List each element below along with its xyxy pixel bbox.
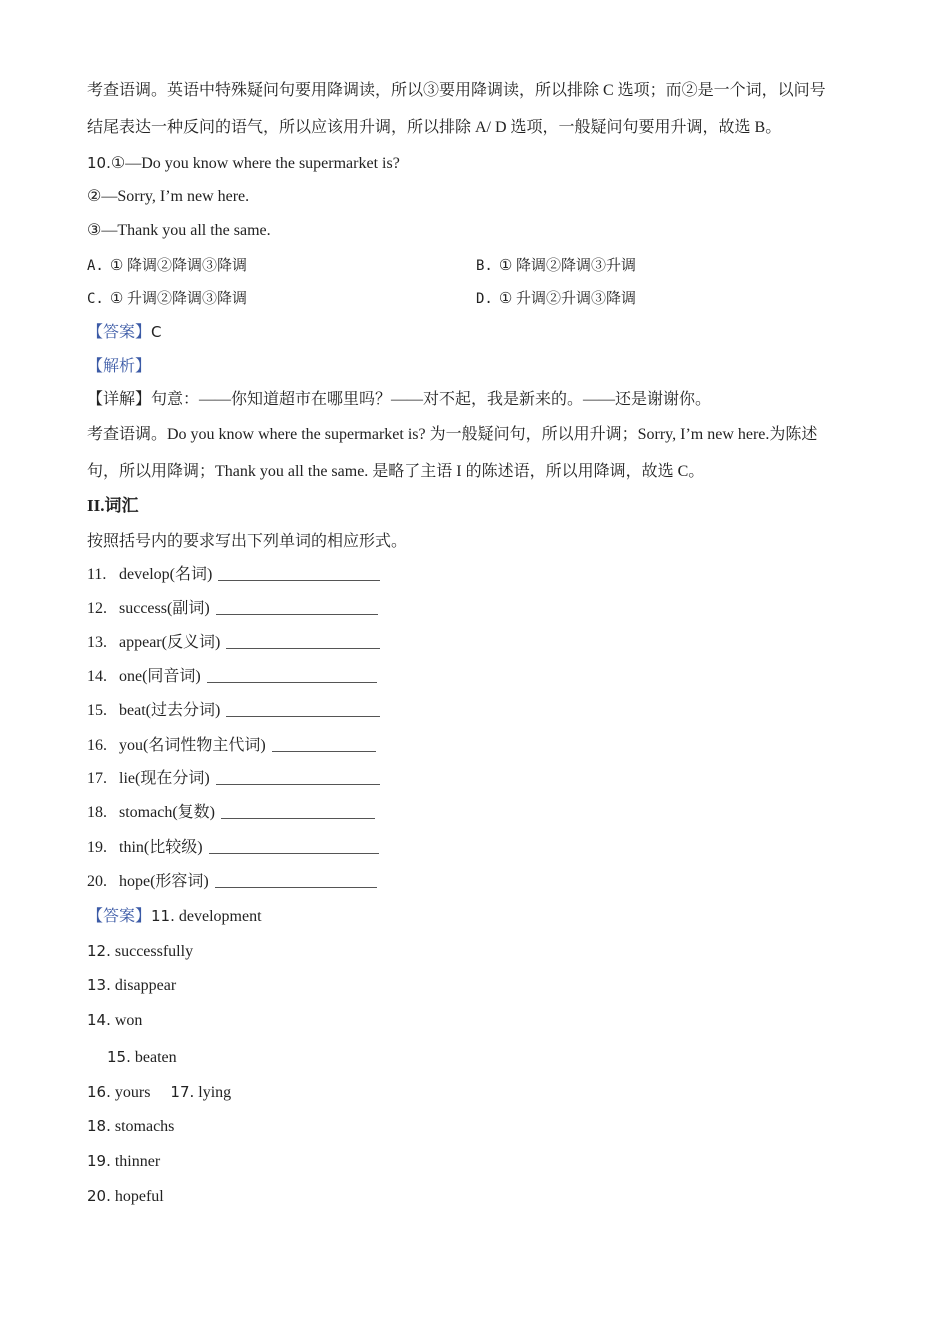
answer-12 (87, 941, 193, 962)
item-text: thin(比较级) (119, 839, 203, 856)
item-text: appear(反义词) (119, 634, 221, 651)
option-letter: D. (476, 291, 493, 307)
answer-number: 12. (87, 942, 111, 960)
vocab-item-15 (87, 701, 380, 721)
answer-text: thinner (114, 1153, 161, 1170)
item-text: one(同音词) (119, 668, 201, 685)
item-text: lie(现在分词) (119, 770, 210, 787)
item-number: 15. (87, 702, 107, 719)
item-text: stomach(复数) (119, 804, 215, 821)
item-number: 18. (87, 804, 107, 821)
item-number: 11. (87, 566, 107, 583)
option-a (87, 256, 247, 276)
item-text: hope(形容词) (119, 873, 209, 890)
answer-number: 19. (87, 1152, 111, 1170)
vocab-item-19 (87, 838, 379, 858)
answer-11 (87, 906, 262, 927)
answer-number: 15. (107, 1048, 131, 1066)
answer-number: 14. (87, 1011, 111, 1029)
answer-19 (87, 1151, 160, 1172)
answer-blank[interactable] (207, 668, 377, 683)
analysis-label: 【解析】 (87, 358, 152, 375)
answer-text: lying (198, 1084, 232, 1101)
vocab-item-18 (87, 803, 375, 823)
option-b (476, 256, 636, 276)
answer-number: 13. (87, 976, 111, 994)
option-d (476, 289, 636, 309)
answer-15 (107, 1047, 177, 1068)
item-number: 19. (87, 839, 107, 856)
question-number: 10. (87, 154, 111, 172)
item-text: beat(过去分词) (119, 702, 221, 719)
answer-blank[interactable] (226, 634, 380, 649)
option-letter: B. (476, 258, 493, 274)
item-number: 12. (87, 600, 107, 617)
answer-text: stomachs (114, 1118, 175, 1135)
question-10-line1: ①—Do you know where the supermarket is? (110, 155, 400, 172)
option-letter: C. (87, 291, 104, 307)
prev-explanation-line2: 结尾表达一种反问的语气，所以应该用升调，所以排除 A/ D 选项，一般疑问句要用升调，故选 B。 (87, 119, 782, 136)
option-text: ① 降调②降调③升调 (498, 258, 637, 274)
vocab-item-20 (87, 872, 377, 892)
vocab-item-13 (87, 633, 380, 653)
option-text: ① 升调②升调③降调 (498, 291, 637, 307)
explanation-line2: 句，所以用降调；Thank you all the same. 是略了主语 I 的陈述语，所以用降调，故选 C。 (87, 463, 705, 480)
prev-explanation-line1: 考查语调。英语中特殊疑问句要用降调读，所以③要用降调读，所以排除 C 选项；而②是一个词，以问号 (87, 82, 826, 99)
answer-label: 【答案】 (87, 908, 152, 925)
explanation-line1: 考查语调。Do you know where the supermarket is? 为一般疑问句，所以用升调；Sorry, I’m new here.为陈述 (87, 426, 818, 443)
item-number: 13. (87, 634, 107, 651)
answer-text: won (114, 1012, 143, 1029)
item-text: develop(名词) (119, 566, 213, 583)
answer-number: 17. (170, 1083, 195, 1101)
option-text: ① 降调②降调③降调 (109, 258, 248, 274)
answer-text: disappear (114, 977, 177, 994)
item-number: 16. (87, 737, 107, 754)
item-number: 14. (87, 668, 107, 685)
question-10-line2: ②—Sorry, I’m new here. (87, 188, 250, 205)
answer-blank[interactable] (226, 702, 380, 717)
answer-blank[interactable] (272, 737, 376, 752)
answer-10 (87, 322, 162, 343)
item-text: success(副词) (119, 600, 210, 617)
question-10-stem (87, 153, 400, 174)
answer-number: 18. (87, 1117, 111, 1135)
answer-16-17 (87, 1082, 231, 1103)
item-number: 17. (87, 770, 107, 787)
answer-14 (87, 1010, 142, 1031)
answer-text: hopeful (114, 1188, 164, 1205)
answer-20 (87, 1186, 164, 1207)
vocab-item-16 (87, 736, 376, 756)
section-heading: II.词汇 (87, 496, 139, 515)
detail-translation: 【详解】句意：——你知道超市在哪里吗？——对不起，我是新来的。——还是谢谢你。 (87, 391, 712, 408)
answer-value: C (151, 323, 162, 341)
answer-blank[interactable] (215, 873, 377, 888)
option-letter: A. (87, 258, 104, 274)
answer-18 (87, 1116, 174, 1137)
section-instruction: 按照括号内的要求写出下列单词的相应形式。 (87, 533, 408, 550)
option-text: ① 升调②降调③降调 (109, 291, 248, 307)
answer-label: 【答案】 (87, 324, 152, 341)
answer-13 (87, 975, 176, 996)
answer-blank[interactable] (216, 770, 380, 785)
answer-number: 16. (87, 1083, 111, 1101)
vocab-item-17 (87, 769, 380, 789)
answer-text: successfully (114, 943, 194, 960)
answer-number: 20. (87, 1187, 111, 1205)
item-number: 20. (87, 873, 107, 890)
answer-text: yours (114, 1084, 151, 1101)
answer-blank[interactable] (221, 804, 375, 819)
item-text: you(名词性物主代词) (119, 737, 266, 754)
vocab-item-11 (87, 565, 380, 585)
answer-text: beaten (134, 1049, 177, 1066)
vocab-item-12 (87, 599, 378, 619)
answer-blank[interactable] (218, 566, 380, 581)
answer-text: development (178, 908, 262, 925)
answer-blank[interactable] (209, 839, 379, 854)
vocab-item-14 (87, 667, 377, 687)
option-c (87, 289, 247, 309)
answer-number: 11. (151, 907, 175, 925)
answer-blank[interactable] (216, 600, 378, 615)
question-10-line3: ③—Thank you all the same. (87, 222, 271, 239)
